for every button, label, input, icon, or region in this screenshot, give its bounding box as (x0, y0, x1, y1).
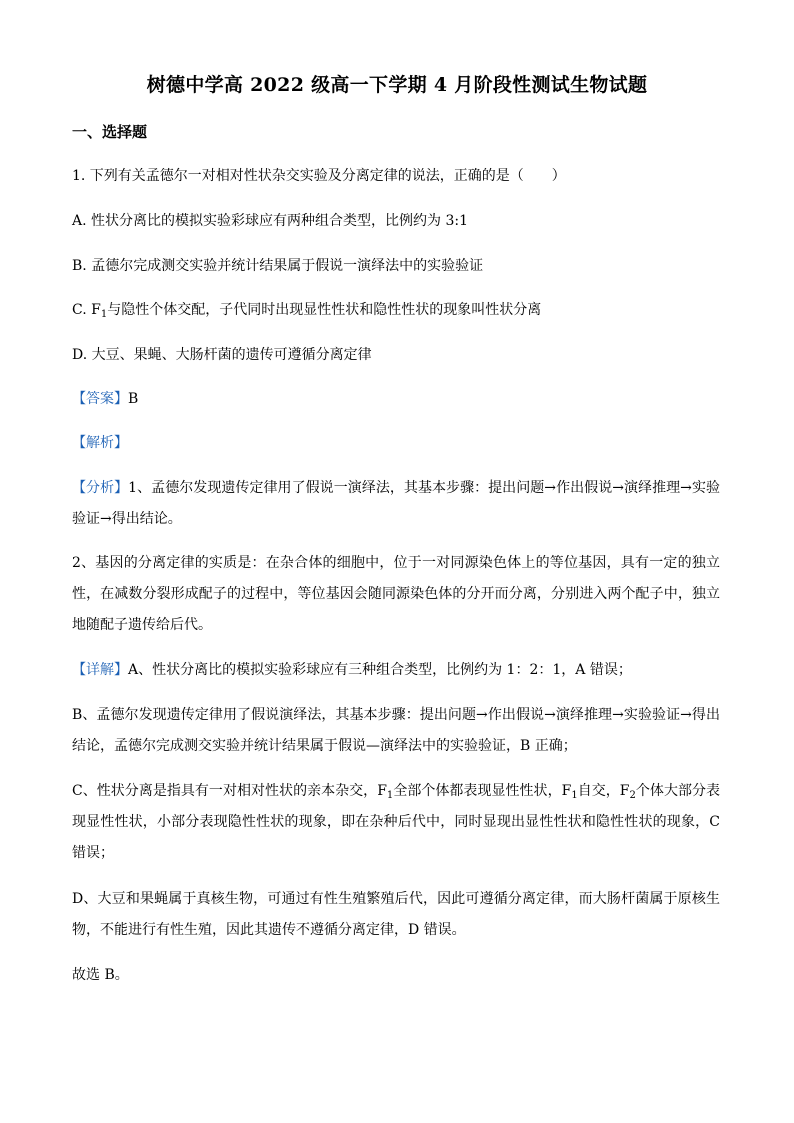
section-heading: 一、选择题 (72, 123, 148, 141)
analysis-paragraph-6: D、大豆和果蝇属于真核生物，可通过有性生殖繁殖后代，因此可遵循分离定律，而大肠杆菌属于原核生物，不能进行有性生殖，因此其遗传不遵循分离定律，D 错误。 (72, 891, 720, 938)
analysis-p1-text: 1、孟德尔发现遗传定律用了假说一演绎法，其基本步骤：提出问题→作出假说→演绎推理→实验验证→得出结论。 (72, 480, 720, 527)
p5-part-c: 自交，F (577, 783, 630, 799)
analysis-paragraph-1 (72, 473, 720, 535)
analysis-paragraph-4: B、孟德尔发现遗传定律用了假说演绎法，其基本步骤：提出问题→作出假说→演绎推理→实验验证→得出结论，孟德尔完成测交实验并统计结果属于假说—演绎法中的实验验证，B 正确； (72, 707, 720, 754)
option-b: B. 孟德尔完成测交实验并统计结果属于假说一演绎法中的实验验证 (72, 258, 484, 274)
analysis-paragraph-5 (72, 776, 720, 869)
analysis-tag: 【分析】 (72, 480, 129, 496)
subscript: 1 (386, 790, 394, 801)
answer-line (72, 389, 138, 409)
analysis-p3-text: A、性状分离比的模拟实验彩球应有三种组合类型，比例约为 1：2：1，A 错误； (128, 662, 632, 678)
analysis-paragraph-3 (72, 655, 720, 686)
subscript: 1 (571, 790, 578, 801)
subscript: 2 (629, 790, 636, 801)
p5-part-d: 个体大部分表现显性性状，小部分表现隐性性状的现象，即在杂种后代中，同时显现出显性性状和隐性性状的现象，C 错误； (72, 783, 721, 861)
option-c-text: 与隐性个体交配，子代同时出现显性性状和隐性性状的现象叫性状分离 (107, 302, 542, 318)
page-title: 树德中学高 2022 级高一下学期 4 月阶段性测试生物试题 (146, 74, 648, 96)
analysis-paragraph-2: 2、基因的分离定律的实质是：在杂合体的细胞中，位于一对同源染色体上的等位基因，具有一定的独立性，在减数分裂形成配子的过程中，等位基因会随同源染色体的分开而分离，分别进入两个配子中，独立地随配子遗传给后代。 (72, 555, 720, 633)
subscript: 1 (100, 309, 108, 320)
option-a: A. 性状分离比的模拟实验彩球应有两种组合类型，比例约为 3:1 (72, 213, 468, 229)
option-c-prefix: C. F (72, 302, 101, 318)
detail-tag: 【详解】 (72, 662, 128, 678)
analysis-paragraph-7: 故选 B。 (72, 967, 129, 983)
answer-label: 【答案】 (72, 391, 128, 407)
p5-part-b: 全部个体都表现显性性状，F (393, 783, 572, 799)
analysis-label-text: 【解析】 (72, 435, 128, 451)
p5-part-a: C、性状分离是指具有一对相对性状的亲本杂交，F (72, 783, 387, 799)
question-stem: 1. 下列有关孟德尔一对相对性状杂交实验及分离定律的说法，正确的是（ ） (72, 168, 566, 184)
analysis-label (72, 433, 128, 453)
option-d: D. 大豆、果蝇、大肠杆菌的遗传可遵循分离定律 (72, 347, 372, 363)
answer-value: B (128, 391, 139, 407)
option-c (72, 300, 541, 320)
